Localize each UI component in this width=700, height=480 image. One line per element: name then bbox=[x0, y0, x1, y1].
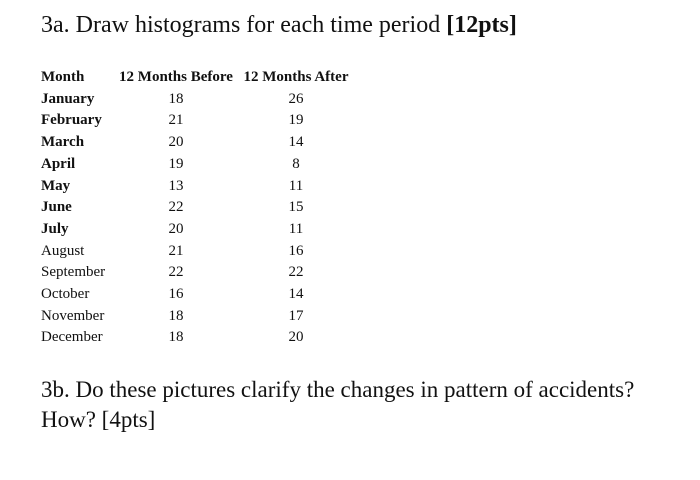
table-row bbox=[41, 132, 353, 154]
table-row bbox=[41, 284, 353, 306]
after-cell: 8 bbox=[292, 155, 300, 172]
table-row bbox=[41, 327, 353, 349]
table-row bbox=[41, 306, 353, 328]
after-cell: 16 bbox=[288, 242, 304, 259]
month-cell: January bbox=[41, 90, 95, 107]
table-row bbox=[41, 262, 353, 284]
header-after: 12 Months After bbox=[243, 69, 349, 85]
before-cell: 20 bbox=[168, 220, 184, 237]
question-3a-text: 3a. Draw histograms for each time period bbox=[41, 12, 447, 38]
month-cell: August bbox=[41, 242, 85, 259]
table-row bbox=[41, 154, 353, 176]
month-cell: May bbox=[41, 177, 71, 194]
after-cell: 22 bbox=[288, 264, 304, 281]
after-cell: 15 bbox=[288, 199, 304, 216]
after-cell: 20 bbox=[288, 329, 304, 346]
after-cell: 17 bbox=[288, 307, 304, 324]
before-cell: 21 bbox=[168, 112, 184, 129]
after-cell: 19 bbox=[288, 112, 304, 129]
month-cell: February bbox=[41, 112, 102, 129]
before-cell: 19 bbox=[168, 155, 184, 172]
question-3a bbox=[41, 8, 517, 42]
month-cell: December bbox=[41, 329, 103, 346]
before-cell: 16 bbox=[168, 286, 184, 303]
after-cell: 11 bbox=[288, 177, 304, 194]
table-row bbox=[41, 197, 353, 219]
month-cell: October bbox=[41, 286, 90, 303]
month-cell: June bbox=[41, 199, 72, 216]
before-cell: 22 bbox=[168, 264, 184, 281]
month-cell: September bbox=[41, 264, 106, 281]
table-row bbox=[41, 176, 353, 198]
before-cell: 20 bbox=[168, 134, 184, 151]
after-cell: 14 bbox=[288, 134, 304, 151]
after-cell: 11 bbox=[288, 220, 304, 237]
table-header-row bbox=[41, 67, 353, 89]
header-before: 12 Months Before bbox=[119, 69, 233, 85]
month-cell: July bbox=[41, 220, 69, 237]
question-3b: 3b. Do these pictures clarify the changes in pattern of accidents? How? [4pts] bbox=[41, 377, 635, 432]
month-cell: November bbox=[41, 307, 105, 324]
month-cell: March bbox=[41, 134, 85, 151]
before-cell: 13 bbox=[168, 177, 184, 194]
table-row bbox=[41, 241, 353, 263]
after-cell: 26 bbox=[288, 90, 304, 107]
month-cell: April bbox=[41, 155, 76, 172]
before-cell: 18 bbox=[168, 307, 184, 324]
table-body bbox=[41, 89, 353, 349]
before-cell: 22 bbox=[168, 199, 184, 216]
before-cell: 21 bbox=[168, 242, 184, 259]
before-cell: 18 bbox=[168, 329, 184, 346]
accident-table bbox=[41, 67, 353, 349]
table-row bbox=[41, 219, 353, 241]
question-3a-points: [12pts] bbox=[446, 12, 517, 38]
table-row bbox=[41, 110, 353, 132]
table-row bbox=[41, 89, 353, 111]
before-cell: 18 bbox=[168, 90, 184, 107]
after-cell: 14 bbox=[288, 286, 304, 303]
header-month: Month bbox=[41, 69, 85, 85]
